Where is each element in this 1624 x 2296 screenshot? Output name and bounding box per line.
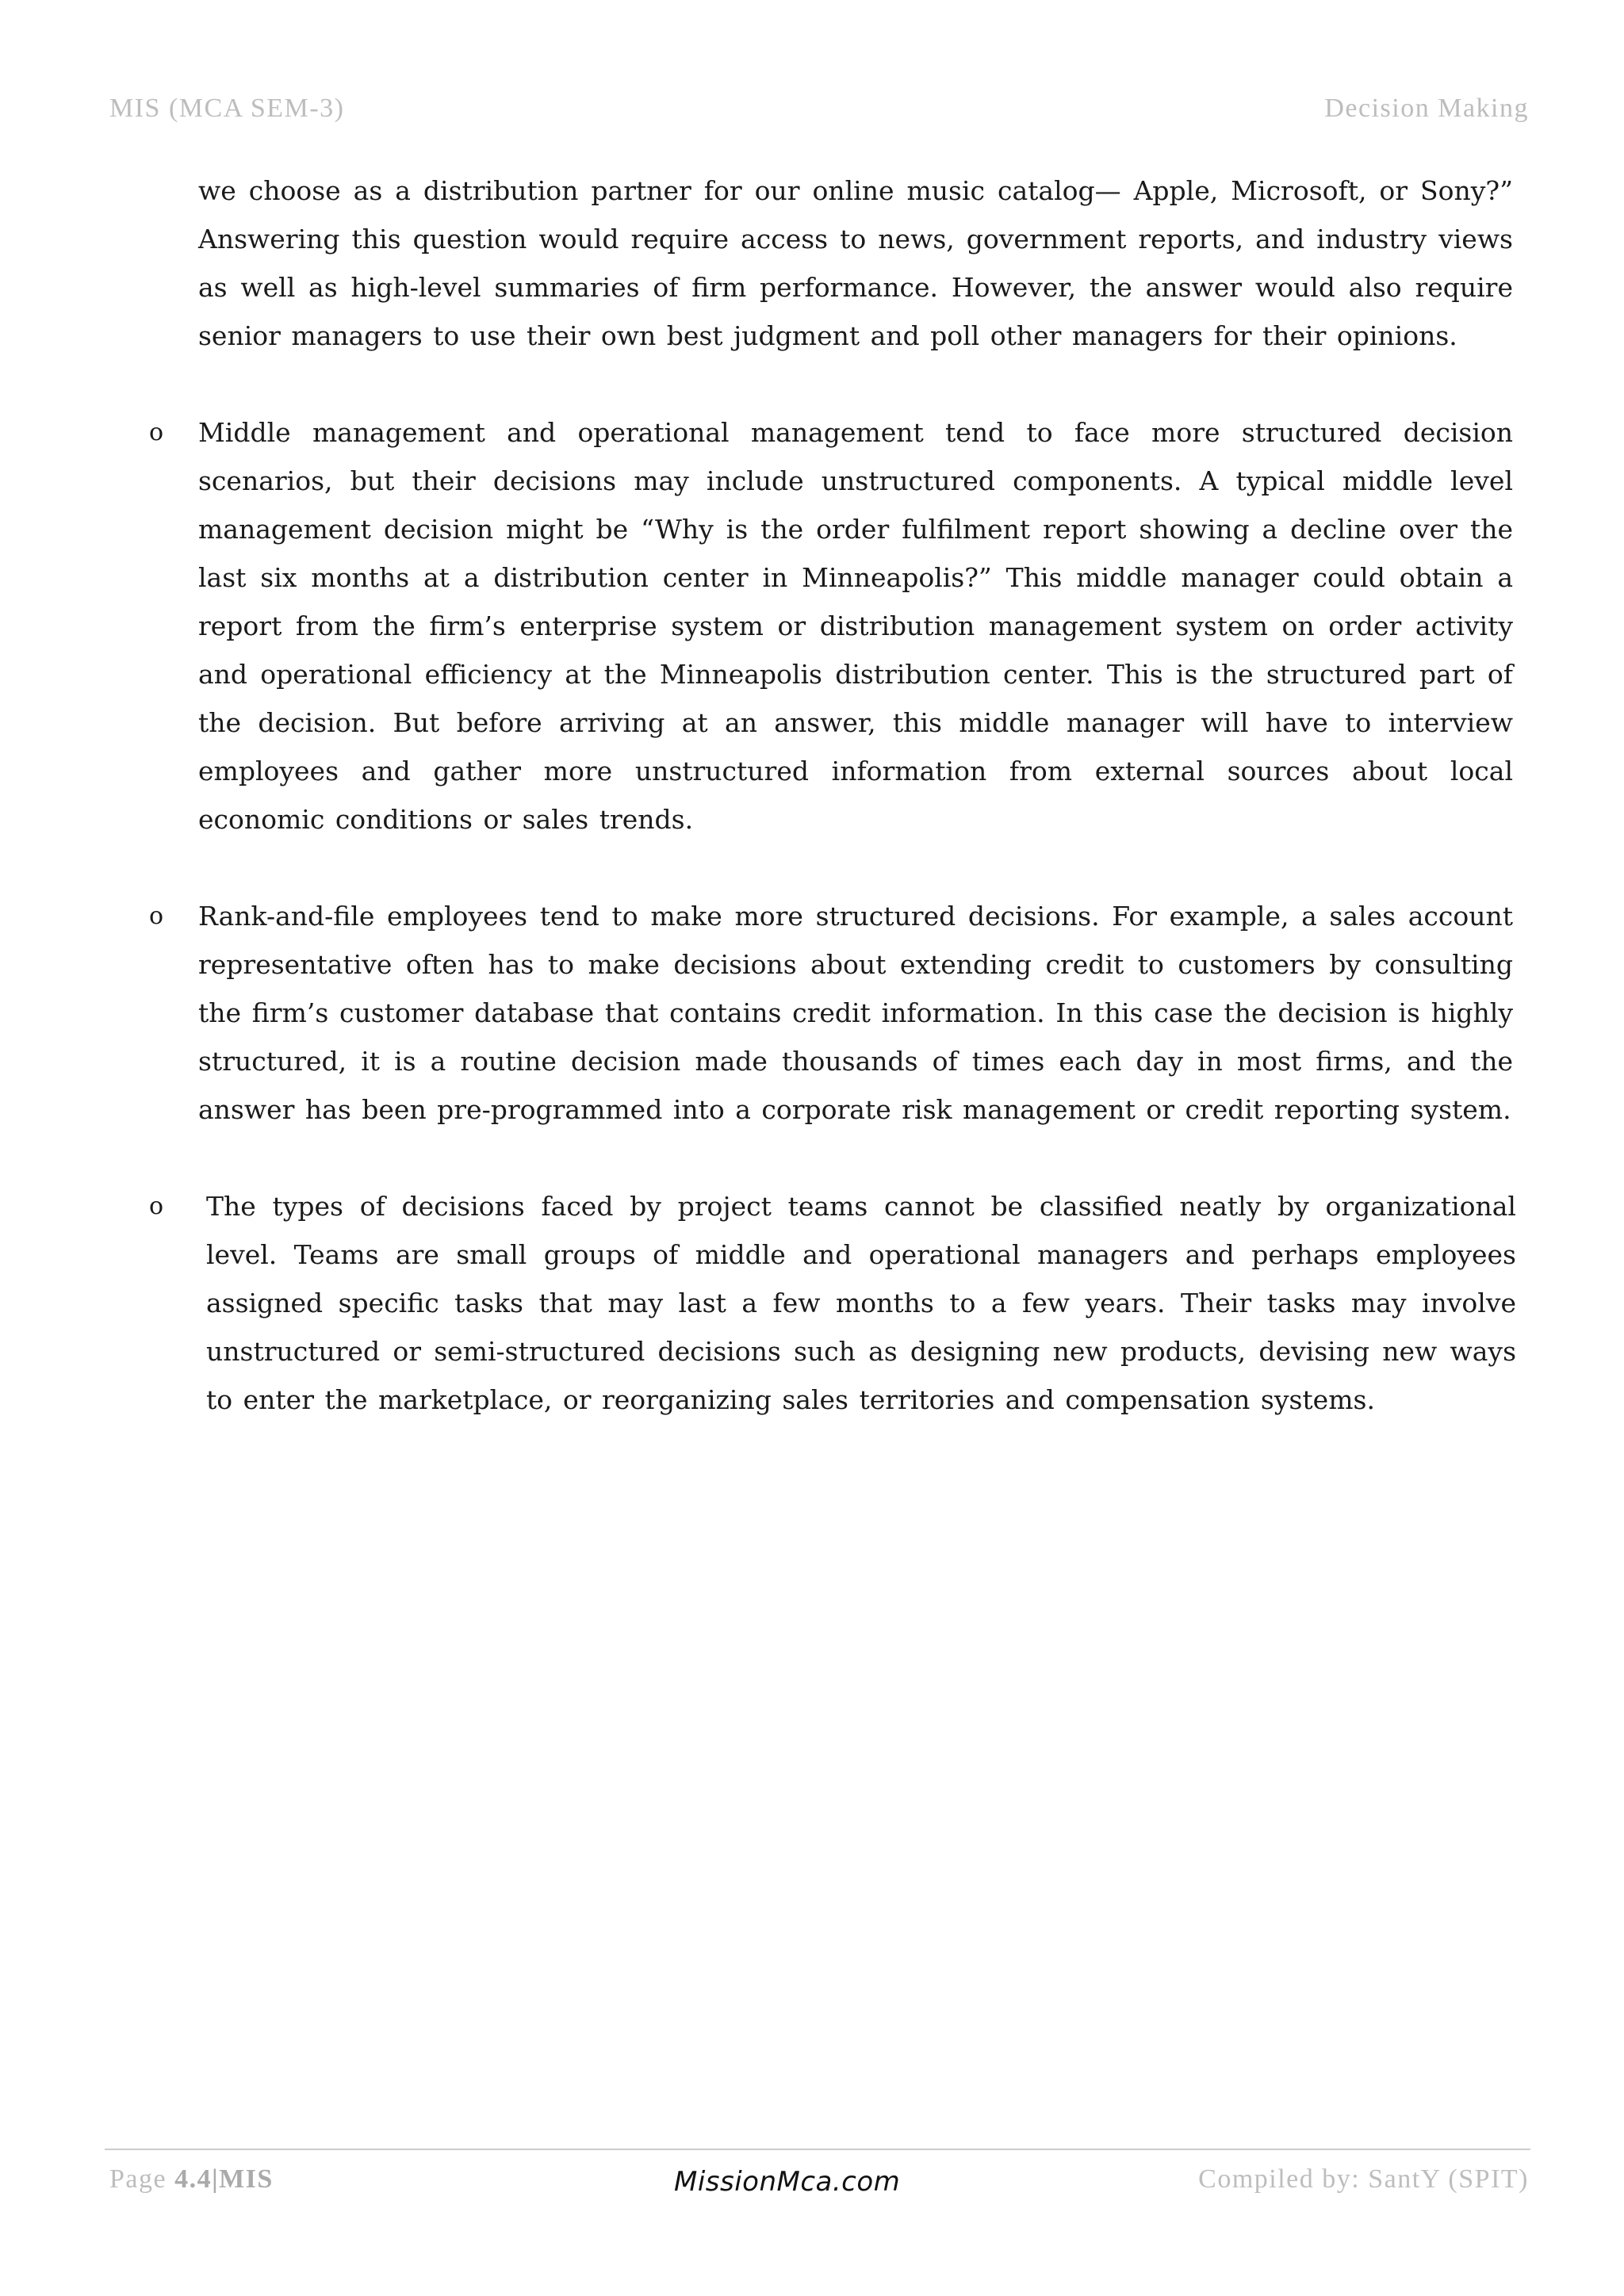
bullet-paragraph-rank-and-file: Rank-and-file employees tend to make more structured decisions. For example, a sales account representative often has to make decisions about extending credit to customers by consulting the firm’s customer database that contains credit information. In this case the decision is highly structured, it is a routine decision made thousands of times each day in most firms, and the answer has been pre-programmed into a corporate risk management or credit reporting system. bbox=[198, 901, 1513, 1125]
list-item bbox=[0, 892, 1624, 1134]
site-logo: MissionMca.com bbox=[674, 2166, 901, 2198]
page-header bbox=[109, 94, 1529, 132]
list-item bbox=[0, 1182, 1624, 1424]
page-prefix: Page bbox=[109, 2164, 175, 2194]
page-footer bbox=[109, 2164, 1529, 2212]
page-body bbox=[0, 166, 1624, 1424]
bullet-paragraph-middle-management: Middle management and operational management tend to face more structured decision scenarios, but their decisions may include unstructured components. A typical middle level management decision might be “Why is the order fulfilment report showing a decline over the last six months at a distribution center in Minneapolis?” This middle manager could obtain a report from the firm’s enterprise system or distribution management system on order activity and operational efficiency at the Minneapolis distribution center. This is the structured part of the decision. But before arriving at an answer, this middle manager will have to interview employees and gather more unstructured information from external sources about local economic conditions or sales trends. bbox=[198, 417, 1513, 835]
footer-compiled-by: Compiled by: SantY (SPIT) bbox=[1198, 2164, 1529, 2194]
bullet-marker: o bbox=[149, 1192, 164, 1220]
page-number: 4.4 bbox=[174, 2164, 213, 2194]
header-chapter-title: Decision Making bbox=[1324, 94, 1529, 123]
page-separator: | bbox=[212, 2164, 220, 2194]
header-course-title: MIS (MCA SEM-3) bbox=[109, 94, 345, 123]
list-item bbox=[0, 408, 1624, 844]
intro-paragraph: we choose as a distribution partner for our online music catalog— Apple, Microsoft, or Sony?” Answering this question would require access to news, government reports, and industry views as well as high-level summaries of firm performance. However, the answer would also require senior managers to use their own best judgment and poll other managers for their opinions. bbox=[198, 175, 1513, 351]
footer-divider bbox=[105, 2149, 1530, 2150]
bullet-marker: o bbox=[149, 902, 164, 930]
footer-page-info bbox=[109, 2164, 274, 2195]
page-subject: MIS bbox=[219, 2164, 274, 2194]
bullet-marker: o bbox=[149, 419, 164, 446]
bullet-paragraph-project-teams: The types of decisions faced by project teams cannot be classified neatly by organizational level. Teams are small groups of middle and operational managers and perhaps employees assigned specific tasks that may last a few months to a few years. Their tasks may involve unstructured or semi-structured decisions such as designing new products, devising new ways to enter the marketplace, or reorganizing sales territories and compensation systems. bbox=[206, 1191, 1516, 1415]
